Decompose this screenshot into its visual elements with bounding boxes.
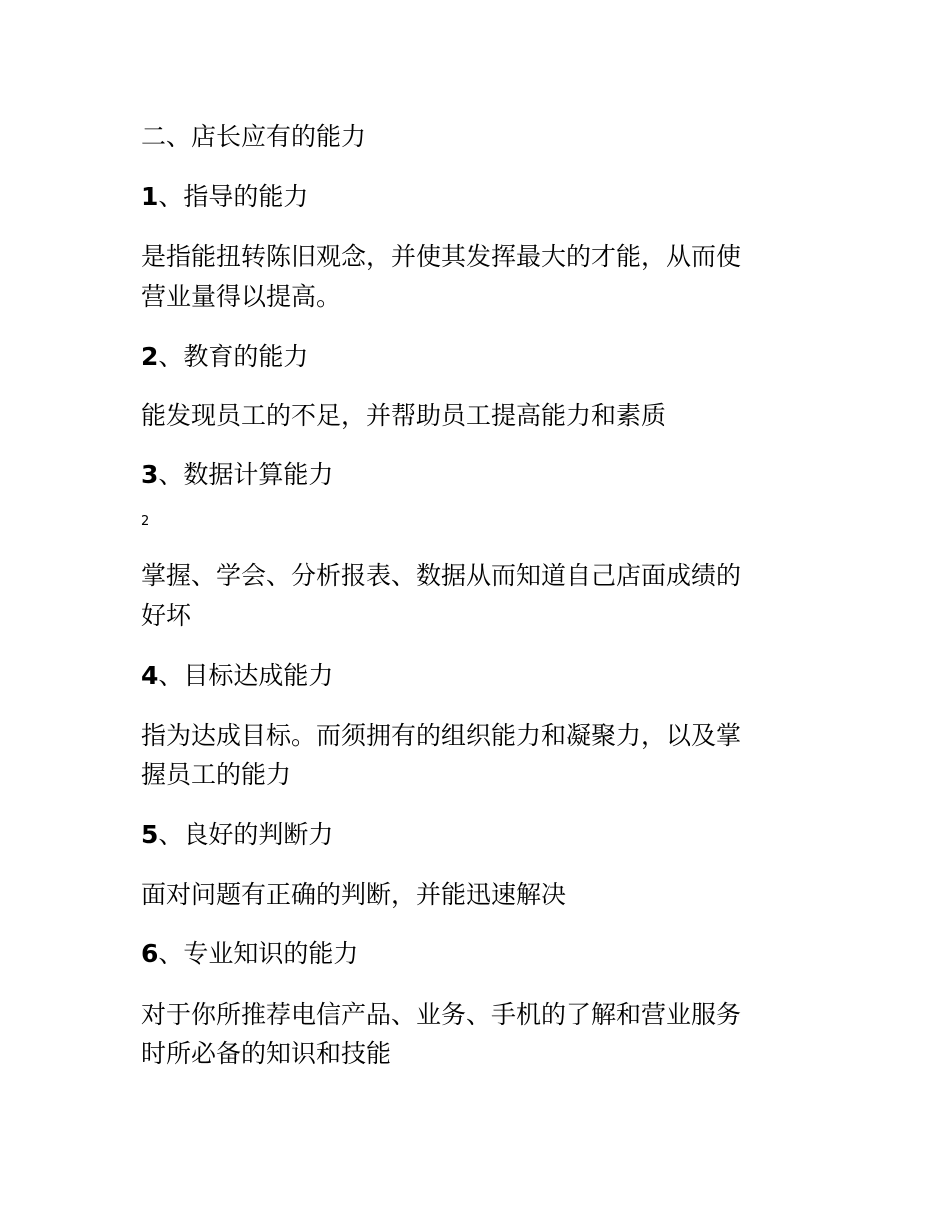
section-body-line: 是指能扭转陈旧观念，并使其发挥最大的才能，从而使 [141,242,742,271]
section-heading-6 [141,934,358,974]
section-body-line: 营业量得以提高。 [141,282,342,311]
section-number: 6 [141,939,159,968]
section-body-line: 掌握、学会、分析报表、数据从而知道自己店面成绩的 [141,561,742,590]
section-body-line: 好坏 [141,601,192,630]
section-body-line: 对于你所推荐电信产品、业务、手机的了解和营业服务 [141,1000,742,1029]
section-body-line: 指为达成目标。而须拥有的组织能力和凝聚力，以及掌 [141,721,742,750]
section-heading-5 [141,815,333,855]
section-number: 2 [141,342,159,371]
section-number: 4 [141,661,159,690]
section-heading-text: 、专业知识的能力 [158,939,359,968]
section-heading-text: 、目标达成能力 [158,661,334,690]
section-body-line: 握员工的能力 [141,760,292,789]
section-heading-4 [141,656,333,696]
section-heading-text: 、指导的能力 [158,182,309,211]
page-number: 2 [141,514,150,529]
section-body-line: 面对问题有正确的判断，并能迅速解决 [141,880,567,909]
section-number: 1 [141,182,159,211]
section-heading-text: 、教育的能力 [158,342,309,371]
document-title: 二、店长应有的能力 [141,122,367,151]
section-heading-text: 、良好的判断力 [158,820,334,849]
section-heading-1 [141,177,308,217]
section-body-line: 能发现员工的不足，并帮助员工提高能力和素质 [141,401,667,430]
section-heading-3 [141,455,333,495]
section-heading-text: 、数据计算能力 [158,460,334,489]
section-heading-2 [141,337,308,377]
section-number: 3 [141,460,159,489]
section-body-line: 时所必备的知识和技能 [141,1039,392,1068]
section-number: 5 [141,820,159,849]
